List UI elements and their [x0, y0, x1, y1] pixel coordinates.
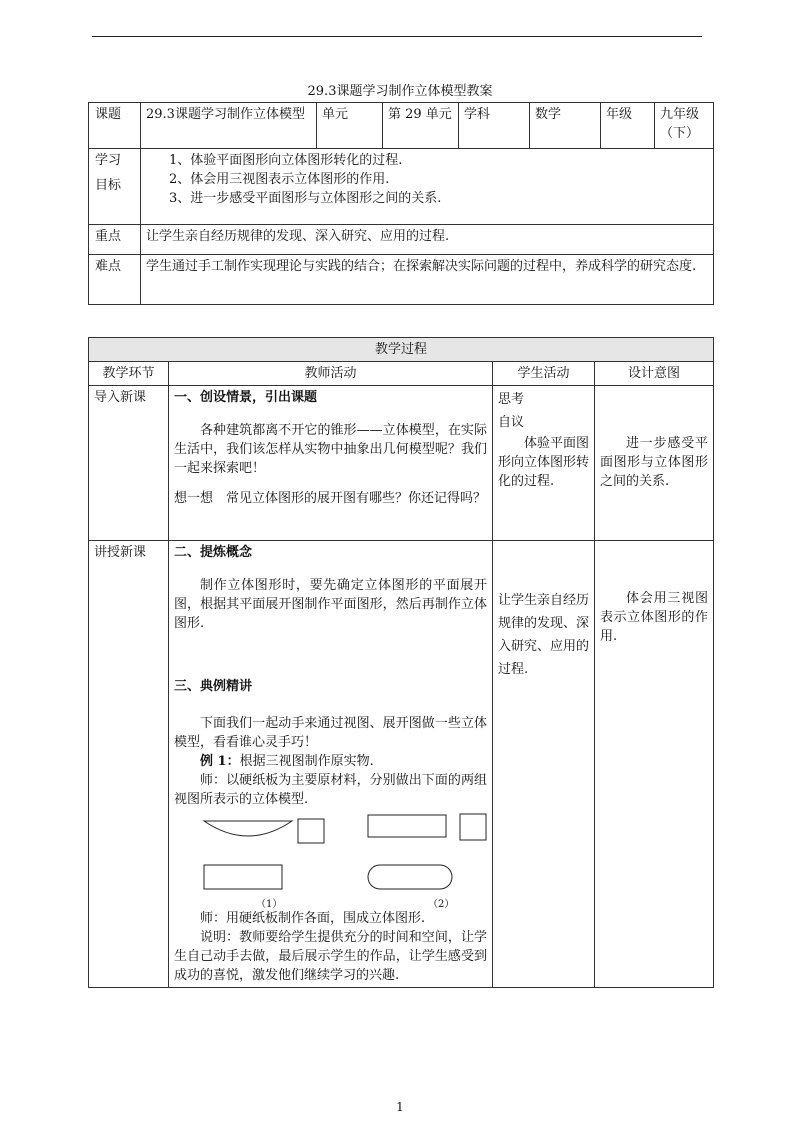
paragraph: 制作立体图形时，要先确定立体图形的平面展开图，根据其平面展开图制作平面图形，然后再制作立体图形. [174, 578, 487, 631]
paragraph: 下面我们一起动手来通过视图、展开图做一些立体模型，看看谁心灵手巧！ [174, 716, 487, 750]
key-label: 重点 [89, 225, 141, 255]
goals-label [89, 149, 141, 225]
stage-new: 讲授新课 [89, 541, 169, 988]
key-text: 让学生亲自经历规律的发现、深入研究、应用的过程. [141, 225, 714, 255]
lesson-info-table [88, 102, 714, 305]
difficulty-label: 难点 [89, 255, 141, 305]
unit-value: 第 29 单元 [383, 103, 459, 149]
header-rule [92, 36, 702, 37]
goals-list [141, 149, 714, 225]
subject-value: 数学 [530, 103, 601, 149]
student-activity-intro [493, 386, 595, 541]
goal-item: 1、体验平面图形向立体图形转化的过程. [169, 153, 403, 168]
header-teacher: 教师活动 [169, 362, 493, 386]
example-text: 根据三视图制作原实物. [239, 754, 374, 769]
section-heading: 三、典例精讲 [174, 679, 253, 694]
stage-intro: 导入新课 [89, 386, 169, 541]
goals-label-line-2: 目标 [95, 178, 122, 193]
paragraph: 想一想 常见立体图形的展开图有哪些？你还记得吗？ [174, 491, 487, 506]
intent-new [595, 541, 714, 988]
half-disc-view [204, 821, 292, 836]
teacher-activity-new [169, 541, 493, 988]
student-experience: 体验平面图形向立体图形转化的过程. [498, 436, 590, 489]
intent-intro [595, 386, 714, 541]
stadium-view [368, 865, 452, 889]
header-intent: 设计意图 [595, 362, 714, 386]
paragraph: 师：用硬纸板制作各面，围成立体图形. [200, 911, 426, 926]
topic-label: 课题 [89, 103, 141, 149]
student-activity-new [493, 541, 595, 988]
goal-item: 2、体会用三视图表示立体图形的作用. [169, 172, 390, 187]
goals-label-line-1: 学习 [95, 153, 122, 168]
example-label: 例 1： [200, 754, 240, 769]
process-title: 教学过程 [89, 338, 714, 362]
paragraph: 说明：教师要给学生提供充分的时间和空间，让学生自己动手去做，最后展示学生的作品，让学生感受到成功的喜悦，激发他们继续学习的兴趣. [174, 930, 487, 983]
figure-caption-2: （2） [428, 899, 455, 910]
header-stage: 教学环节 [89, 362, 169, 386]
section-heading: 一、创设情景，引出课题 [174, 390, 318, 405]
unit-label: 单元 [317, 103, 383, 149]
square-view [298, 819, 324, 843]
intent-text: 体会用三视图表示立体图形的作用. [600, 591, 709, 644]
student-think: 思考 [498, 392, 525, 407]
rectangle-view-1 [368, 815, 446, 837]
grade-value: 九年级（下） [655, 103, 714, 149]
teaching-process-table [88, 337, 714, 988]
example-line [174, 752, 487, 771]
student-discuss: 自议 [498, 415, 525, 430]
topic-value: 29.3课题学习制作立体模型 [141, 103, 317, 149]
page-title: 29.3课题学习制作立体模型教案 [307, 84, 493, 99]
header-student: 学生活动 [493, 362, 595, 386]
section-heading: 二、提炼概念 [174, 545, 253, 560]
teacher-activity-intro [169, 386, 493, 541]
difficulty-text: 学生通过手工制作实现理论与实践的结合；在探索解决实际问题的过程中，养成科学的研究态度. [141, 255, 714, 305]
figure-caption-1: （1） [256, 899, 283, 910]
grade-label: 年级 [601, 103, 655, 149]
three-view-figure [174, 813, 487, 909]
paragraph: 各种建筑都离不开它的锥形——立体模型，在实际生活中，我们该怎样从实物中抽象出几何模型呢？我们一起来探索吧！ [174, 423, 487, 476]
rectangle-view-2 [204, 865, 282, 889]
intent-text: 进一步感受平面图形与立体图形之间的关系. [600, 436, 709, 489]
student-experience: 让学生亲自经历规律的发现、深入研究、应用的过程. [498, 593, 590, 677]
goal-item: 3、进一步感受平面图形与立体图形之间的关系. [169, 191, 442, 206]
square-view-2 [460, 814, 486, 840]
paragraph: 师：以硬纸板为主要原材料，分别做出下面的两组视图所表示的立体模型. [174, 773, 487, 807]
page-number: 1 [396, 1100, 404, 1114]
subject-label: 学科 [459, 103, 530, 149]
